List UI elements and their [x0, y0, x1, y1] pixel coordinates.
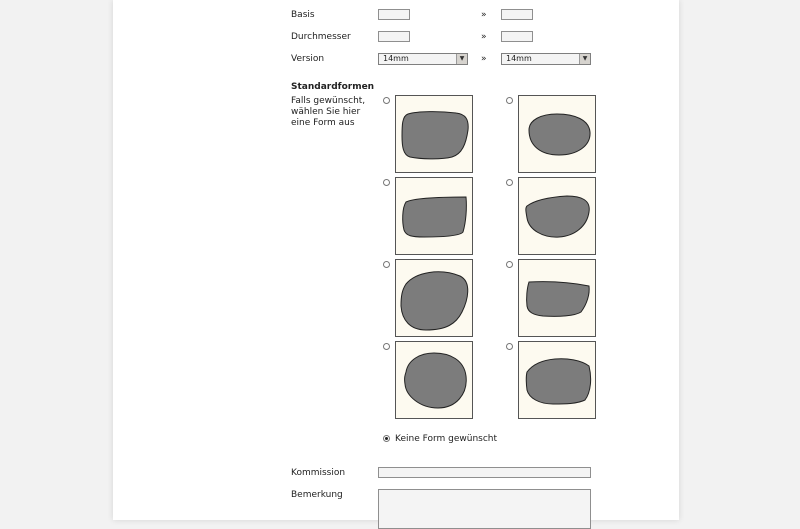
shape-option-4[interactable]: [518, 177, 596, 255]
durchmesser-arrow: »: [481, 32, 487, 42]
chevron-down-icon[interactable]: ▼: [456, 54, 467, 64]
durchmesser-input-right[interactable]: [501, 31, 533, 42]
version-select-right[interactable]: [501, 53, 591, 65]
shape-option-2[interactable]: [518, 95, 596, 173]
shape-option-5[interactable]: [395, 259, 473, 337]
shape-radio-4[interactable]: [506, 179, 513, 186]
kommission-label: Kommission: [291, 468, 346, 478]
chevron-down-icon[interactable]: ▼: [579, 54, 590, 64]
bemerkung-label: Bemerkung: [291, 490, 343, 500]
shape-option-3[interactable]: [395, 177, 473, 255]
shape-radio-5[interactable]: [383, 261, 390, 268]
version-select-right-value: 14mm: [506, 54, 532, 63]
no-form-label: Keine Form gewünscht: [395, 434, 498, 444]
shape-3-icon: [396, 178, 474, 256]
shape-radio-3[interactable]: [383, 179, 390, 186]
shape-radio-2[interactable]: [506, 97, 513, 104]
standardformen-heading: Standardformen: [291, 82, 375, 92]
version-label: Version: [291, 54, 325, 64]
shape-4-icon: [519, 178, 597, 256]
shape-1-icon: [396, 96, 474, 174]
shape-2-icon: [519, 96, 597, 174]
standardformen-help-text: Falls gewünscht, wählen Sie hier eine Form aus: [291, 96, 366, 128]
shape-option-1[interactable]: [395, 95, 473, 173]
no-form-radio[interactable]: [383, 435, 390, 442]
durchmesser-input-left[interactable]: [378, 31, 410, 42]
version-arrow: »: [481, 54, 487, 64]
basis-input-left[interactable]: [378, 9, 410, 20]
version-select-left[interactable]: [378, 53, 468, 65]
shape-5-icon: [396, 260, 474, 338]
basis-arrow: »: [481, 10, 487, 20]
shape-6-icon: [519, 260, 597, 338]
shape-option-7[interactable]: [395, 341, 473, 419]
shape-radio-8[interactable]: [506, 343, 513, 350]
bemerkung-textarea[interactable]: [378, 489, 591, 529]
shape-radio-1[interactable]: [383, 97, 390, 104]
shape-radio-6[interactable]: [506, 261, 513, 268]
shape-7-icon: [396, 342, 474, 420]
version-select-left-value: 14mm: [383, 54, 409, 63]
shape-radio-7[interactable]: [383, 343, 390, 350]
shape-option-8[interactable]: [518, 341, 596, 419]
shape-option-6[interactable]: [518, 259, 596, 337]
durchmesser-label: Durchmesser: [291, 32, 351, 42]
basis-label: Basis: [291, 10, 315, 20]
basis-input-right[interactable]: [501, 9, 533, 20]
kommission-input[interactable]: [378, 467, 591, 478]
shape-8-icon: [519, 342, 597, 420]
